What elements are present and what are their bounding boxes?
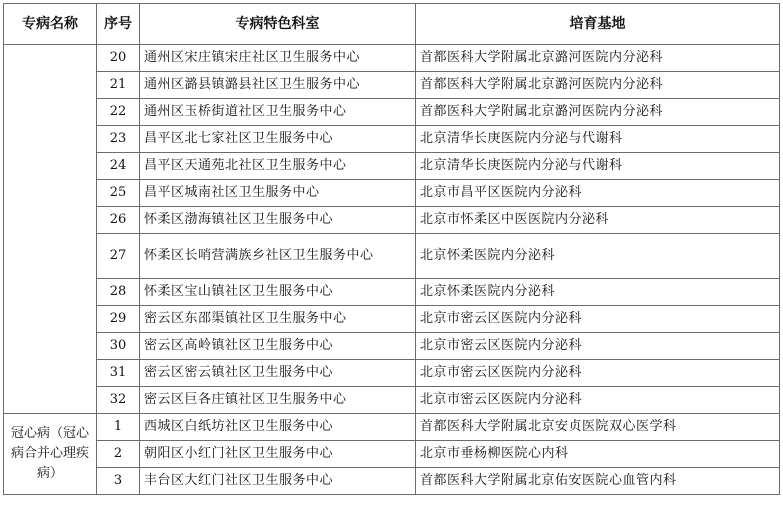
training-base-cell: 北京清华长庚医院内分泌与代谢科 [416, 153, 780, 180]
department-cell: 怀柔区宝山镇社区卫生服务中心 [140, 279, 416, 306]
table-row [4, 333, 780, 360]
row-number-cell: 20 [97, 45, 140, 72]
training-base-cell: 北京市垂杨柳医院心内科 [416, 441, 780, 468]
row-number-cell: 3 [97, 468, 140, 495]
table-row [4, 207, 780, 234]
training-base-cell: 北京市密云区医院内分泌科 [416, 360, 780, 387]
row-number-cell: 24 [97, 153, 140, 180]
header-base: 培育基地 [416, 4, 780, 45]
row-number-cell: 32 [97, 387, 140, 414]
department-cell: 通州区潞县镇潞县社区卫生服务中心 [140, 72, 416, 99]
row-number-cell: 21 [97, 72, 140, 99]
training-base-cell: 北京市密云区医院内分泌科 [416, 387, 780, 414]
table-row [4, 153, 780, 180]
row-number-cell: 26 [97, 207, 140, 234]
row-number-cell: 29 [97, 306, 140, 333]
table-row [4, 468, 780, 495]
department-cell: 通州区玉桥街道社区卫生服务中心 [140, 99, 416, 126]
training-base-cell: 首都医科大学附属北京潞河医院内分泌科 [416, 45, 780, 72]
table-body [4, 45, 780, 495]
header-disease: 专病名称 [4, 4, 97, 45]
department-cell: 昌平区城南社区卫生服务中心 [140, 180, 416, 207]
training-base-cell: 北京市密云区医院内分泌科 [416, 333, 780, 360]
row-number-cell: 25 [97, 180, 140, 207]
department-cell: 西城区白纸坊社区卫生服务中心 [140, 414, 416, 441]
header-row [4, 4, 780, 45]
department-cell: 怀柔区渤海镇社区卫生服务中心 [140, 207, 416, 234]
table-row [4, 387, 780, 414]
row-number-cell: 27 [97, 234, 140, 279]
table-row [4, 234, 780, 279]
disease-category-cell [4, 45, 97, 414]
row-number-cell: 2 [97, 441, 140, 468]
row-number-cell: 22 [97, 99, 140, 126]
department-cell: 密云区密云镇社区卫生服务中心 [140, 360, 416, 387]
training-base-cell: 首都医科大学附属北京潞河医院内分泌科 [416, 99, 780, 126]
department-cell: 昌平区北七家社区卫生服务中心 [140, 126, 416, 153]
table-row [4, 279, 780, 306]
training-base-cell: 北京怀柔医院内分泌科 [416, 279, 780, 306]
table-row [4, 45, 780, 72]
row-number-cell: 30 [97, 333, 140, 360]
table-row [4, 180, 780, 207]
department-cell: 密云区巨各庄镇社区卫生服务中心 [140, 387, 416, 414]
header-department: 专病特色科室 [140, 4, 416, 45]
department-cell: 密云区东邵渠镇社区卫生服务中心 [140, 306, 416, 333]
row-number-cell: 1 [97, 414, 140, 441]
clinic-table [3, 3, 780, 495]
table-row [4, 126, 780, 153]
row-number-cell: 31 [97, 360, 140, 387]
department-cell: 怀柔区长哨营满族乡社区卫生服务中心 [140, 234, 416, 279]
disease-category-cell: 冠心病（冠心病合并心理疾病） [4, 414, 97, 495]
training-base-cell: 北京市怀柔区中医医院内分泌科 [416, 207, 780, 234]
training-base-cell: 北京市密云区医院内分泌科 [416, 306, 780, 333]
department-cell: 密云区高岭镇社区卫生服务中心 [140, 333, 416, 360]
department-cell: 通州区宋庄镇宋庄社区卫生服务中心 [140, 45, 416, 72]
table-row [4, 306, 780, 333]
training-base-cell: 首都医科大学附属北京安贞医院双心医学科 [416, 414, 780, 441]
row-number-cell: 23 [97, 126, 140, 153]
table-row [4, 72, 780, 99]
department-cell: 昌平区天通苑北社区卫生服务中心 [140, 153, 416, 180]
header-number: 序号 [97, 4, 140, 45]
table-row [4, 414, 780, 441]
training-base-cell: 北京市昌平区医院内分泌科 [416, 180, 780, 207]
department-cell: 丰台区大红门社区卫生服务中心 [140, 468, 416, 495]
training-base-cell: 首都医科大学附属北京佑安医院心血管内科 [416, 468, 780, 495]
department-cell: 朝阳区小红门社区卫生服务中心 [140, 441, 416, 468]
training-base-cell: 北京清华长庚医院内分泌与代谢科 [416, 126, 780, 153]
table-row [4, 441, 780, 468]
table-row [4, 99, 780, 126]
table-row [4, 360, 780, 387]
training-base-cell: 首都医科大学附属北京潞河医院内分泌科 [416, 72, 780, 99]
training-base-cell: 北京怀柔医院内分泌科 [416, 234, 780, 279]
row-number-cell: 28 [97, 279, 140, 306]
